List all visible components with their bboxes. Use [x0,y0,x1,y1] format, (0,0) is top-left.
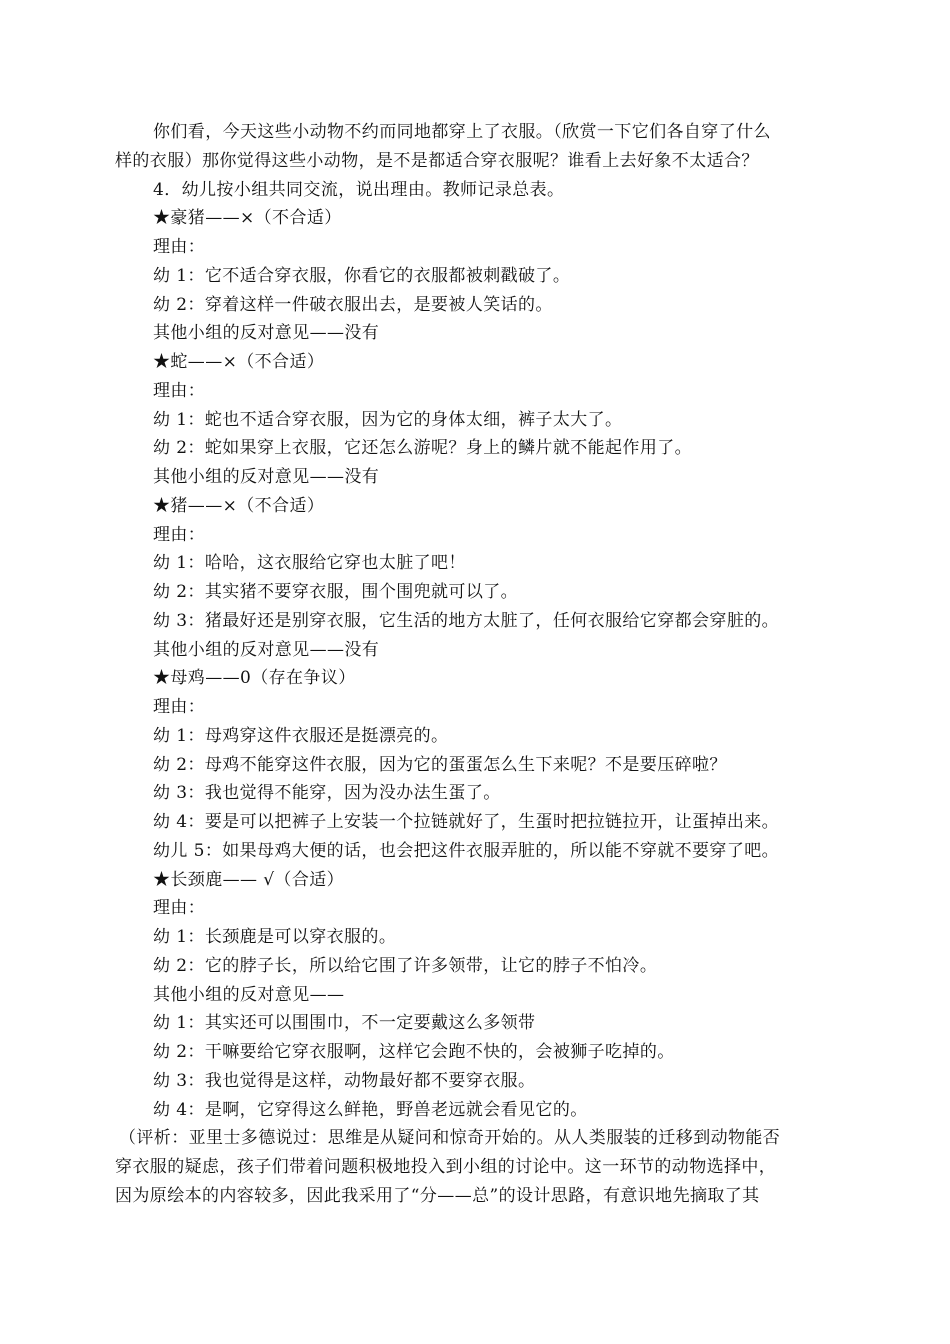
text-line: 幼 3：我也觉得不能穿，因为没办法生蛋了。 [153,783,501,804]
text-line: 幼 1：蛇也不适合穿衣服，因为它的身体太细，裤子太大了。 [153,409,623,430]
text-line: ★长颈鹿—— √（合适） [153,869,345,890]
text-line: 幼 2：蛇如果穿上衣服，它还怎么游呢？身上的鳞片就不能起作用了。 [153,438,693,459]
text-line: ★猪——×（不合适） [153,495,325,516]
text-line: 幼 4：是啊，它穿得这么鲜艳，野兽老远就会看见它的。 [153,1099,588,1120]
text-line: 其他小组的反对意见——没有 [153,323,380,344]
text-line: 幼 3：猪最好还是别穿衣服，它生活的地方太脏了，任何衣服给它穿都会穿脏的。 [153,610,780,631]
text-line: 其他小组的反对意见——没有 [153,639,380,660]
text-line: 理由： [153,697,206,717]
text-line: ★蛇——×（不合适） [153,352,325,372]
text-line: 穿衣服的疑虑，孩子们带着问题积极地投入到小组的讨论中。这一环节的动物选择中， [115,1157,777,1177]
text-line: 幼 4：要是可以把裤子上安装一个拉链就好了，生蛋时把拉链拉开，让蛋掉出来。 [153,812,780,832]
text-line: ★母鸡——0（存在争议） [153,668,356,689]
text-line: 其他小组的反对意见—— [153,984,345,1005]
text-line: 幼 2：穿着这样一件破衣服出去，是要被人笑话的。 [153,294,553,315]
text-line: 幼 1：它不适合穿衣服，你看它的衣服都被刺戳破了。 [153,265,571,286]
text-line: 幼 2：其实猪不要穿衣服，围个围兜就可以了。 [153,582,519,602]
text-line: 幼 2：母鸡不能穿这件衣服，因为它的蛋蛋怎么生下来呢？不是要压碎啦？ [153,754,727,775]
text-line: 理由： [153,380,206,401]
text-line: ★豪猪——×（不合适） [153,208,342,229]
text-line: 其他小组的反对意见——没有 [153,467,380,487]
text-line: 幼 1：其实还可以围围巾，不一定要戴这么多领带 [153,1013,536,1034]
text-line: 幼 1：母鸡穿这件衣服还是挺漂亮的。 [153,725,449,746]
text-line: 理由： [153,237,206,257]
text-line: 幼 2：它的脖子长，所以给它围了许多领带，让它的脖子不怕冷。 [153,955,658,976]
text-line: 幼 1：哈哈，这衣服给它穿也太脏了吧！ [153,553,466,574]
text-line: 样的衣服）那你觉得这些小动物，是不是都适合穿衣服呢？谁看上去好象不太适合？ [115,150,759,171]
text-line: 幼 2：干嘛要给它穿衣服啊，这样它会跑不快的，会被狮子吃掉的。 [153,1042,675,1062]
text-line: 幼 1：长颈鹿是可以穿衣服的。 [153,927,397,947]
text-line: 你们看，今天这些小动物不约而同地都穿上了衣服。（欣赏一下它们各自穿了什么 [153,122,771,142]
text-line: 理由： [153,524,206,545]
text-line: （评析：亚里士多德说过：思维是从疑问和惊奇开始的。从人类服装的迁移到动物能否 [119,1128,781,1149]
document-body [115,118,835,1211]
text-line: 因为原绘本的内容较多，因此我采用了“分——总”的设计思路，有意识地先摘取了其 [115,1185,760,1206]
text-line: 幼 3：我也觉得是这样，动物最好都不要穿衣服。 [153,1070,536,1091]
text-line: 理由： [153,898,206,919]
text-line: 幼儿 5：如果母鸡大便的话，也会把这件衣服弄脏的，所以能不穿就不要穿了吧。 [153,840,780,861]
text-line: 4．幼儿按小组共同交流，说出理由。教师记录总表。 [153,179,565,200]
